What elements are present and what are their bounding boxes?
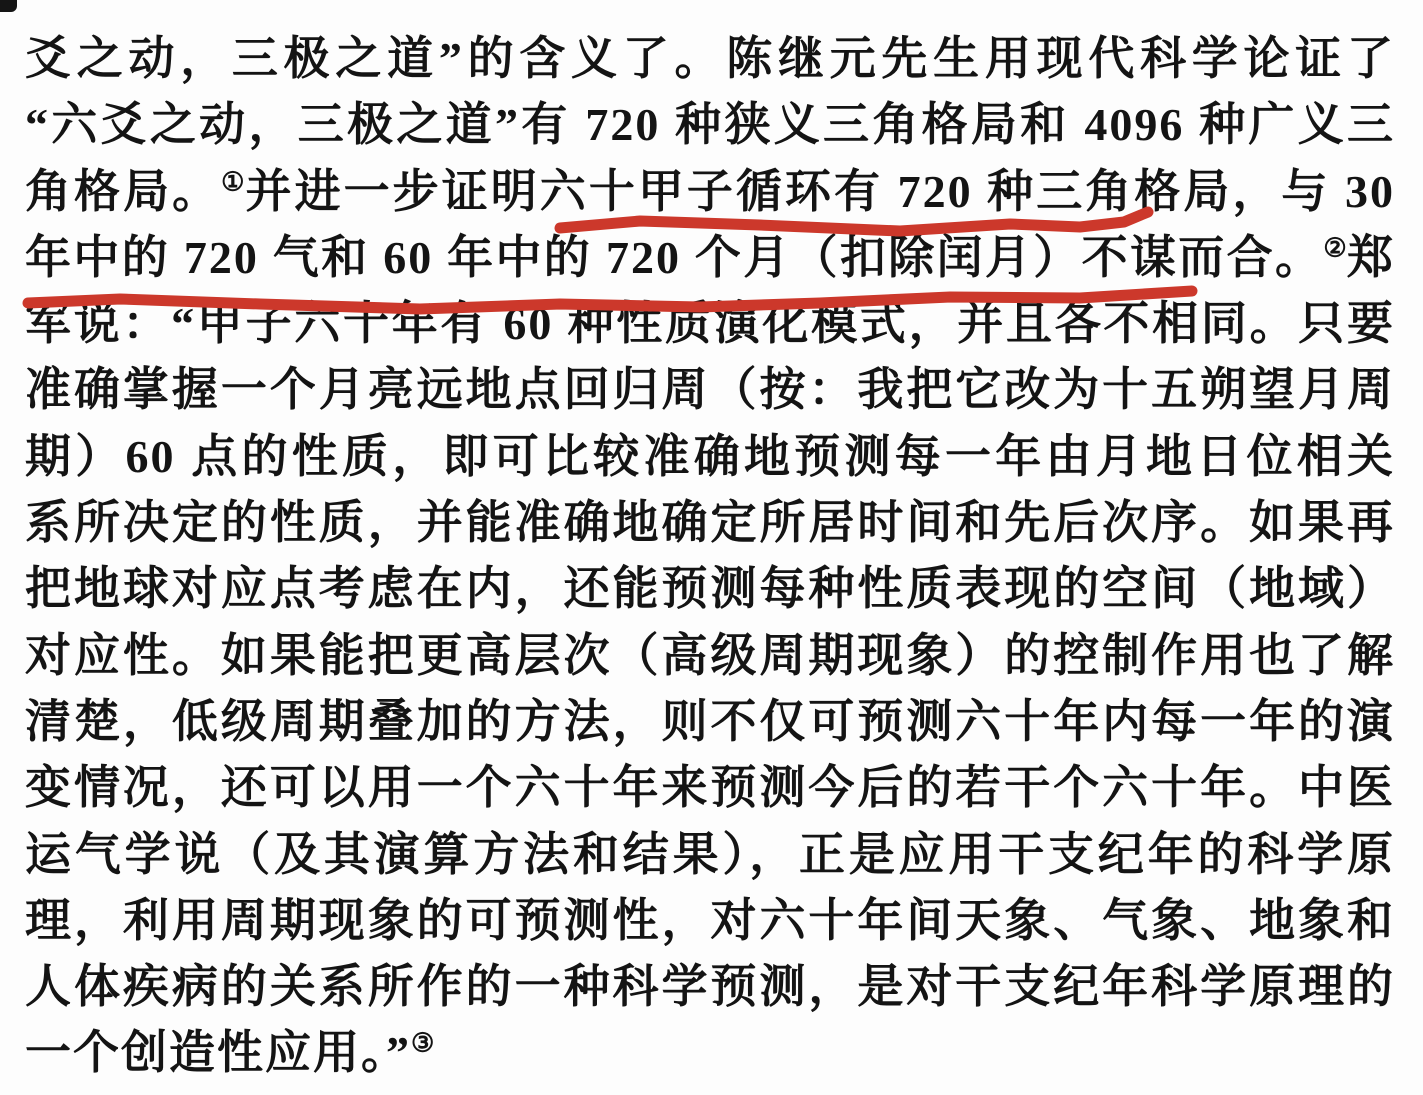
text-line-11 xyxy=(25,689,1395,755)
text-line-12 xyxy=(25,755,1395,821)
text-segment: 运气学说（及其演算方法和结果），正是应用干支纪年的科学原 xyxy=(25,828,1395,880)
text-line-15 xyxy=(25,954,1395,1020)
text-segment: 军说：“甲子六十年有 60 种性质演化模式，并且各不相同。只要 xyxy=(25,298,1395,350)
scan-artifact-corner-mark xyxy=(0,0,17,12)
text-line-6 xyxy=(25,357,1395,423)
text-segment: 对应性。如果能把更高层次（高级周期现象）的控制作用也了解 xyxy=(25,629,1395,681)
text-line-10 xyxy=(25,623,1395,689)
text-segment: 理，利用周期现象的可预测性，对六十年间天象、气象、地象和 xyxy=(25,894,1395,946)
text-segment: 年中的 720 气和 60 年中的 720 个月（扣除闰月）不谋而合。 xyxy=(25,231,1324,283)
footnote-marker: ① xyxy=(221,167,246,197)
text-segment: 准确掌握一个月亮远地点回归周（按：我把它改为十五朔望月周 xyxy=(25,364,1395,416)
text-line-13 xyxy=(25,822,1395,888)
text-segment: 清楚，低级周期叠加的方法，则不仅可预测六十年内每一年的演 xyxy=(25,695,1395,747)
text-segment: 并进一步证明六十甲子循环有 720 种三角格局，与 30 xyxy=(245,165,1396,217)
text-segment: 期）60 点的性质，即可比较准确地预测每一年由月地日位相关 xyxy=(25,430,1395,482)
text-segment: “六爻之动，三极之道”有 720 种狭义三角格局和 4096 种广义三 xyxy=(25,99,1395,151)
text-segment: 人体疾病的关系所作的一种科学预测，是对干支纪年科学原理的 xyxy=(25,961,1395,1013)
footnote-marker: ② xyxy=(1323,233,1347,263)
text-line-9 xyxy=(25,556,1395,622)
text-line-14 xyxy=(25,888,1395,954)
text-segment: 把地球对应点考虑在内，还能预测每种性质表现的空间（地域） xyxy=(25,563,1395,615)
text-line-1 xyxy=(25,26,1395,92)
text-segment: 一个创造性应用。” xyxy=(25,1027,411,1079)
text-segment: 角格局。 xyxy=(25,165,222,217)
text-line-16 xyxy=(25,1020,1395,1086)
text-segment: 爻之动，三极之道”的含义了。陈继元先生用现代科学论证了 xyxy=(25,33,1395,84)
text-block xyxy=(25,26,1395,1087)
text-line-5 xyxy=(25,291,1395,357)
text-line-7 xyxy=(25,424,1395,490)
text-segment: 变情况，还可以用一个六十年来预测今后的若干个六十年。中医 xyxy=(25,762,1395,814)
text-segment: 系所决定的性质，并能准确地确定所居时间和先后次序。如果再 xyxy=(25,497,1395,549)
text-line-2 xyxy=(25,92,1395,158)
text-line-8 xyxy=(25,490,1395,556)
text-line-4 xyxy=(25,225,1395,291)
footnote-marker: ③ xyxy=(411,1029,435,1059)
text-line-3 xyxy=(25,159,1395,225)
text-segment: 郑 xyxy=(1347,231,1395,283)
